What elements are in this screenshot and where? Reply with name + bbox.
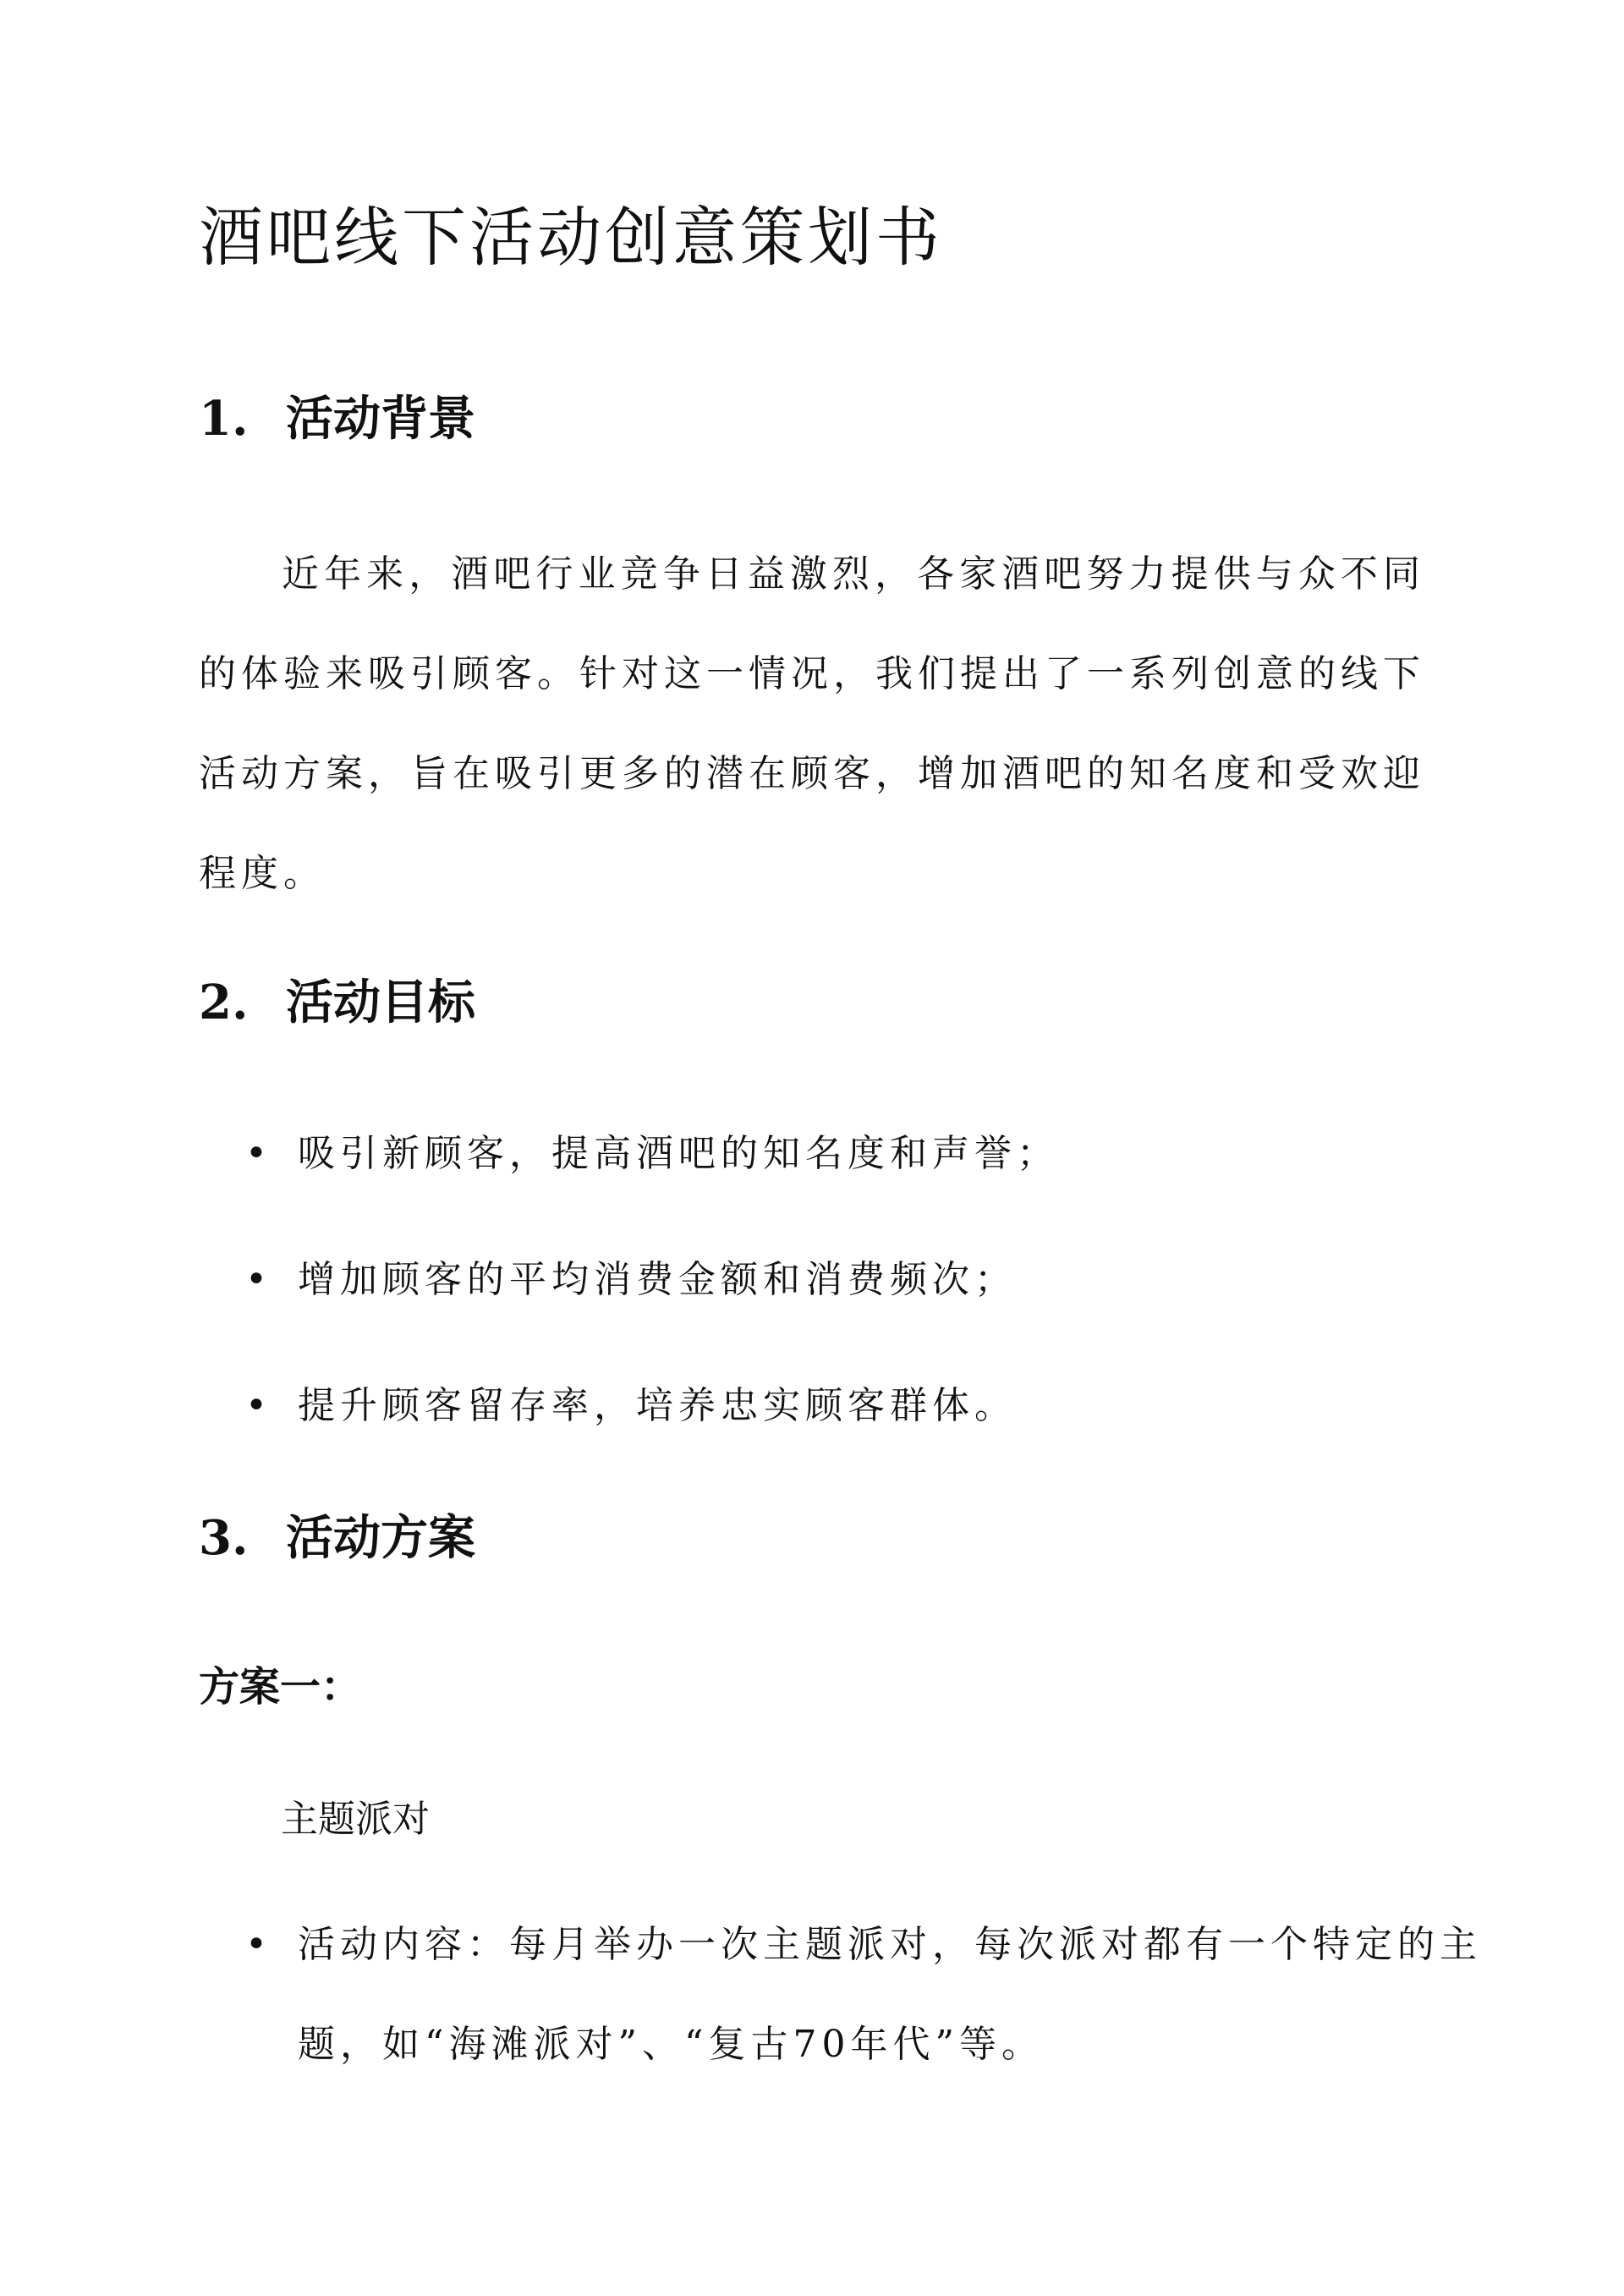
section-number: 1. bbox=[199, 391, 249, 447]
list-item bbox=[245, 1132, 1059, 1177]
bullet-icon: • bbox=[245, 1132, 272, 1175]
goals-list bbox=[245, 1132, 1059, 1509]
section-title: 活动目标 bbox=[286, 975, 475, 1030]
background-text: 近年来，酒吧行业竞争日益激烈，各家酒吧努力提供与众不同的体验来吸引顾客。针对这一情况，我们提出了一系列创意的线下活动方案，旨在吸引更多的潜在顾客，增加酒吧的知名度和受欢迎程度。 bbox=[199, 552, 1425, 895]
section-number: 3. bbox=[199, 1510, 249, 1566]
bullet-icon: • bbox=[245, 1257, 272, 1301]
bullet-icon: • bbox=[245, 1923, 272, 1966]
document-title: 酒吧线下活动创意策划书 bbox=[199, 200, 943, 275]
list-item bbox=[245, 1384, 1059, 1429]
bullet-icon: • bbox=[245, 1383, 272, 1427]
plan-one-theme: 主题派对 bbox=[281, 1798, 430, 1841]
plan-item-text: 活动内容：每月举办一次主题派对，每次派对都有一个特定的主题，如“海滩派对”、“复古70年代”等。 bbox=[298, 1923, 1482, 2066]
plan-one-list bbox=[245, 1895, 1482, 2095]
section-heading-goals bbox=[199, 975, 475, 1031]
list-item bbox=[245, 1258, 1059, 1303]
section-title: 活动方案 bbox=[286, 1510, 475, 1566]
section-number: 2. bbox=[199, 975, 249, 1030]
goal-text: 增加顾客的平均消费金额和消费频次； bbox=[298, 1257, 1017, 1301]
section-heading-plan bbox=[199, 1510, 475, 1567]
section-heading-background bbox=[199, 391, 475, 448]
background-paragraph bbox=[199, 525, 1425, 924]
goal-text: 提升顾客留存率，培养忠实顾客群体。 bbox=[298, 1383, 1017, 1427]
list-item bbox=[245, 1895, 1482, 2095]
section-title: 活动背景 bbox=[286, 391, 475, 447]
goal-text: 吸引新顾客，提高酒吧的知名度和声誉； bbox=[298, 1132, 1059, 1175]
plan-one-label: 方案一： bbox=[199, 1663, 362, 1711]
